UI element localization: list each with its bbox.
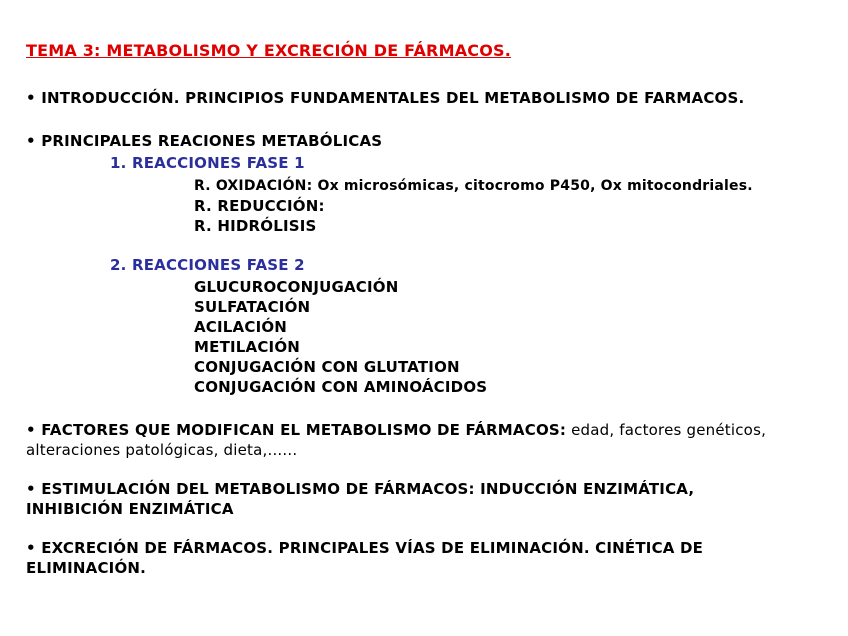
excretion-line2: ELIMINACIÓN. [26,559,147,577]
phase2-item: CONJUGACIÓN CON AMINOÁCIDOS [194,378,488,396]
stimulation-line2: INHIBICIÓN ENZIMÁTICA [26,500,234,518]
factors-line2: alteraciones patológicas, dieta,...... [26,441,298,459]
factors-line1 [26,420,766,440]
phase2-item: SULFATACIÓN [194,298,311,316]
factors-bold: • FACTORES QUE MODIFICAN EL METABOLISMO DE FÁRMACOS: [26,421,567,439]
stimulation-line1: • ESTIMULACIÓN DEL METABOLISMO DE FÁRMACOS: INDUCCIÓN ENZIMÁTICA, [26,480,695,498]
factors-rest: edad, factores genéticos, [566,421,767,439]
phase2-item: ACILACIÓN [194,318,288,336]
phase2-item: METILACIÓN [194,338,301,356]
phase2-heading: 2. REACCIONES FASE 2 [110,256,305,274]
document-title: TEMA 3: METABOLISMO Y EXCRECIÓN DE FÁRMACOS. [26,41,512,60]
excretion-line1: • EXCRECIÓN DE FÁRMACOS. PRINCIPALES VÍAS DE ELIMINACIÓN. CINÉTICA DE [26,539,704,557]
phase2-item: GLUCUROCONJUGACIÓN [194,278,399,296]
phase1-item-hydrolysis: R. HIDRÓLISIS [194,217,317,235]
phase2-item: CONJUGACIÓN CON GLUTATION [194,358,460,376]
phase1-heading: 1. REACCIONES FASE 1 [110,154,305,172]
phase1-item-oxidation: R. OXIDACIÓN: Ox microsómicas, citocromo P450, Ox mitocondriales. [194,178,753,194]
intro-bullet: • INTRODUCCIÓN. PRINCIPIOS FUNDAMENTALES DEL METABOLISMO DE FARMACOS. [26,89,745,107]
phase1-item-reduction: R. REDUCCIÓN: [194,197,325,215]
reactions-heading: • PRINCIPALES REACIONES METABÓLICAS [26,132,383,150]
